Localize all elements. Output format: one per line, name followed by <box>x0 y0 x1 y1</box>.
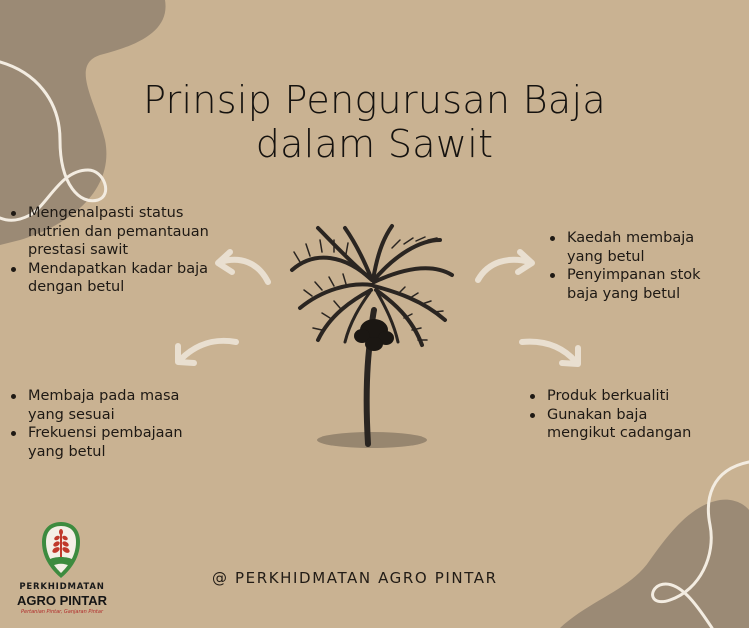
fruit-bunch <box>354 319 394 351</box>
title-line-2: dalam Sawit <box>255 122 494 166</box>
bottom-right-list <box>527 387 707 443</box>
page-title <box>40 78 709 166</box>
bottom-right-blob <box>560 500 749 628</box>
curved-arrow-icon <box>178 341 236 363</box>
logo-tagline: Pertanian Pintar, Ganjaran Pintar <box>20 609 104 615</box>
top-left-list <box>8 204 218 297</box>
bottom-left-list <box>8 387 188 461</box>
ground-shadow <box>317 432 427 448</box>
list-item: Produk berkualiti <box>527 387 707 406</box>
logo-text-line-1: PERKHIDMATAN <box>19 582 105 592</box>
brand-logo <box>6 520 118 620</box>
list-item: Penyimpanan stok baja yang betul <box>547 266 727 303</box>
footer-credit: @ PERKHIDMATAN AGRO PINTAR <box>212 569 498 587</box>
list-item: Frekuensi pembajaan yang betul <box>8 424 188 461</box>
title-line-1: Prinsip Pengurusan Baja <box>143 78 606 122</box>
logo-emblem-icon <box>40 520 82 580</box>
list-item: Kaedah membaja yang betul <box>547 229 727 266</box>
list-item: Gunakan baja mengikut cadangan <box>527 406 707 443</box>
logo-text-line-2: AGRO PINTAR <box>16 593 108 608</box>
curved-arrow-icon <box>218 252 268 282</box>
top-right-list <box>547 229 727 303</box>
list-item: Mendapatkan kadar baja dengan betul <box>8 260 218 297</box>
curved-arrow-icon <box>522 342 578 364</box>
list-item: Membaja pada masa yang sesuai <box>8 387 188 424</box>
list-item: Mengenalpasti status nutrien dan pemantauan prestasi sawit <box>8 204 218 260</box>
curved-arrow-icon <box>478 252 532 280</box>
